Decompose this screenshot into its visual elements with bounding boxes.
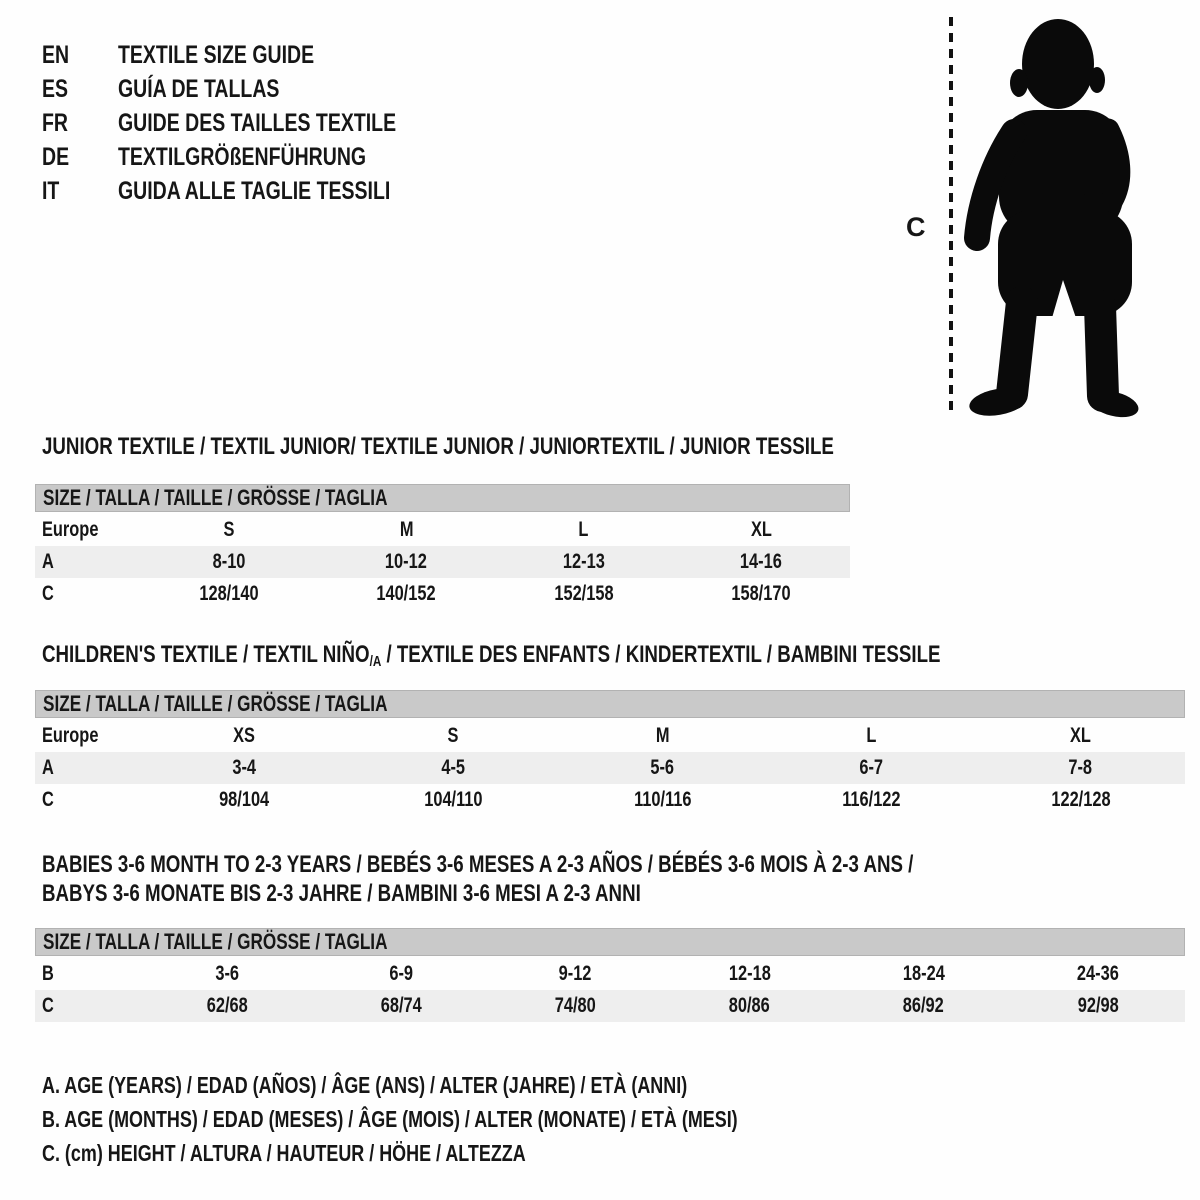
note-age-years: A. AGE (YEARS) / EDAD (AÑOS) / ÂGE (ANS) / ALTER (JAHRE) / ETÀ (ANNI) xyxy=(42,1071,688,1098)
value-cell: 62/68 xyxy=(206,994,248,1017)
language-title: TEXTILE SIZE GUIDE xyxy=(118,40,315,69)
value-cell: 80/86 xyxy=(729,994,771,1017)
row-label: C xyxy=(42,582,54,605)
language-row-es xyxy=(42,72,475,106)
language-code: IT xyxy=(42,176,60,205)
silhouette-leg-left xyxy=(1012,302,1022,394)
row-label: Europe xyxy=(42,724,99,747)
language-code: EN xyxy=(42,40,70,69)
row-label: Europe xyxy=(42,518,99,541)
value-cell: 24-36 xyxy=(1076,962,1119,985)
babies-size-band xyxy=(35,928,1185,956)
note-age-months: B. AGE (MONTHS) / EDAD (MESES) / ÂGE (MOIS) / ALTER (MONATE) / ETÀ (MESI) xyxy=(42,1105,738,1132)
toddler-figure xyxy=(942,12,1142,422)
value-cell: 3-6 xyxy=(215,962,239,985)
size-band-label: SIZE / TALLA / TAILLE / GRÖSSE / TAGLIA xyxy=(43,691,388,716)
value-cell: 68/74 xyxy=(380,994,422,1017)
value-cell: 122/128 xyxy=(1050,788,1111,811)
children-size-band xyxy=(35,690,1185,718)
value-cell: 110/116 xyxy=(633,788,692,811)
value-cell: 98/104 xyxy=(219,788,270,811)
value-cell: 128/140 xyxy=(199,582,259,605)
children-row-europe xyxy=(35,720,1185,752)
value-cell: 12-13 xyxy=(562,550,605,573)
size-cell: M xyxy=(655,724,670,747)
babies-section-title xyxy=(42,851,1159,909)
size-cell: S xyxy=(223,518,235,541)
babies-row-height xyxy=(35,990,1185,1022)
size-cell: XL xyxy=(1070,724,1091,747)
children-section-title-text: CHILDREN'S TEXTILE / TEXTIL NIÑO/A / TEXTILE DES ENFANTS / KINDERTEXTIL / BAMBINI TESSILE xyxy=(42,641,941,670)
value-cell: 152/158 xyxy=(554,582,614,605)
value-cell: 116/122 xyxy=(842,788,901,811)
value-cell: 7-8 xyxy=(1068,756,1093,779)
value-cell: 9-12 xyxy=(559,962,592,985)
language-code: ES xyxy=(42,74,69,103)
language-code: DE xyxy=(42,142,70,171)
row-label: A xyxy=(42,550,54,573)
children-section-title xyxy=(42,641,1194,669)
children-row-height xyxy=(35,784,1185,816)
value-cell: 12-18 xyxy=(728,962,771,985)
language-row-it xyxy=(42,174,475,208)
measurement-notes xyxy=(42,1068,934,1170)
value-cell: 6-9 xyxy=(389,962,414,985)
size-cell: L xyxy=(866,724,877,747)
language-row-fr xyxy=(42,106,475,140)
size-band-label: SIZE / TALLA / TAILLE / GRÖSSE / TAGLIA xyxy=(43,929,388,954)
value-cell: 140/152 xyxy=(376,582,436,605)
silhouette-leg-right xyxy=(1100,306,1103,396)
value-cell: 158/170 xyxy=(731,582,791,605)
value-cell: 3-4 xyxy=(232,756,257,779)
children-row-age xyxy=(35,752,1185,784)
row-label: C xyxy=(42,994,54,1017)
value-cell: 5-6 xyxy=(650,756,675,779)
value-cell: 10-12 xyxy=(385,550,428,573)
language-title: TEXTILGRÖßENFÜHRUNG xyxy=(118,142,367,171)
row-label: C xyxy=(42,788,54,811)
value-cell: 6-7 xyxy=(859,756,884,779)
language-title: GUIDE DES TAILLES TEXTILE xyxy=(118,108,397,137)
value-cell: 14-16 xyxy=(740,550,783,573)
size-cell: XS xyxy=(233,724,256,747)
value-cell: 104/110 xyxy=(424,788,483,811)
babies-title-line1: BABIES 3-6 MONTH TO 2-3 YEARS / BEBÉS 3-6 MESES A 2-3 AÑOS / BÉBÉS 3-6 MOIS À 2-3 ANS / xyxy=(42,851,914,878)
language-row-de xyxy=(42,140,475,174)
size-band-label: SIZE / TALLA / TAILLE / GRÖSSE / TAGLIA xyxy=(43,485,388,510)
silhouette-ear-left xyxy=(1010,69,1028,97)
junior-section-title xyxy=(42,433,1057,461)
language-title: GUIDA ALLE TAGLIE TESSILI xyxy=(118,176,391,205)
row-label: A xyxy=(42,756,54,779)
junior-row-age xyxy=(35,546,850,578)
junior-row-height xyxy=(35,578,850,610)
junior-section-title-text: JUNIOR TEXTILE / TEXTIL JUNIOR/ TEXTILE JUNIOR / JUNIORTEXTIL / JUNIOR TESSILE xyxy=(42,433,834,460)
junior-size-band xyxy=(35,484,850,512)
language-row-en xyxy=(42,38,475,72)
title-subscript: /A xyxy=(369,653,382,670)
toddler-silhouette-icon xyxy=(967,19,1141,422)
silhouette-ear-right xyxy=(1089,67,1105,93)
value-cell: 8-10 xyxy=(212,550,246,573)
size-cell: XL xyxy=(750,518,772,541)
size-cell: S xyxy=(448,724,459,747)
size-cell: L xyxy=(578,518,589,541)
size-cell: M xyxy=(399,518,414,541)
value-cell: 18-24 xyxy=(902,962,945,985)
value-cell: 92/98 xyxy=(1077,994,1119,1017)
value-cell: 86/92 xyxy=(903,994,945,1017)
junior-row-europe xyxy=(35,514,850,546)
value-cell: 4-5 xyxy=(441,756,466,779)
babies-title-line2: BABYS 3-6 MONATE BIS 2-3 JAHRE / BAMBINI 3-6 MESI A 2-3 ANNI xyxy=(42,880,641,907)
row-label: B xyxy=(42,962,54,985)
language-header xyxy=(42,38,475,208)
silhouette-head xyxy=(1022,19,1094,109)
babies-row-months xyxy=(35,958,1185,990)
height-measure-label: C xyxy=(906,212,926,242)
note-height-cm: C. (cm) HEIGHT / ALTURA / HAUTEUR / HÖHE / ALTEZZA xyxy=(42,1139,526,1166)
value-cell: 74/80 xyxy=(554,994,596,1017)
language-title: GUÍA DE TALLAS xyxy=(118,74,280,103)
language-code: FR xyxy=(42,108,68,137)
